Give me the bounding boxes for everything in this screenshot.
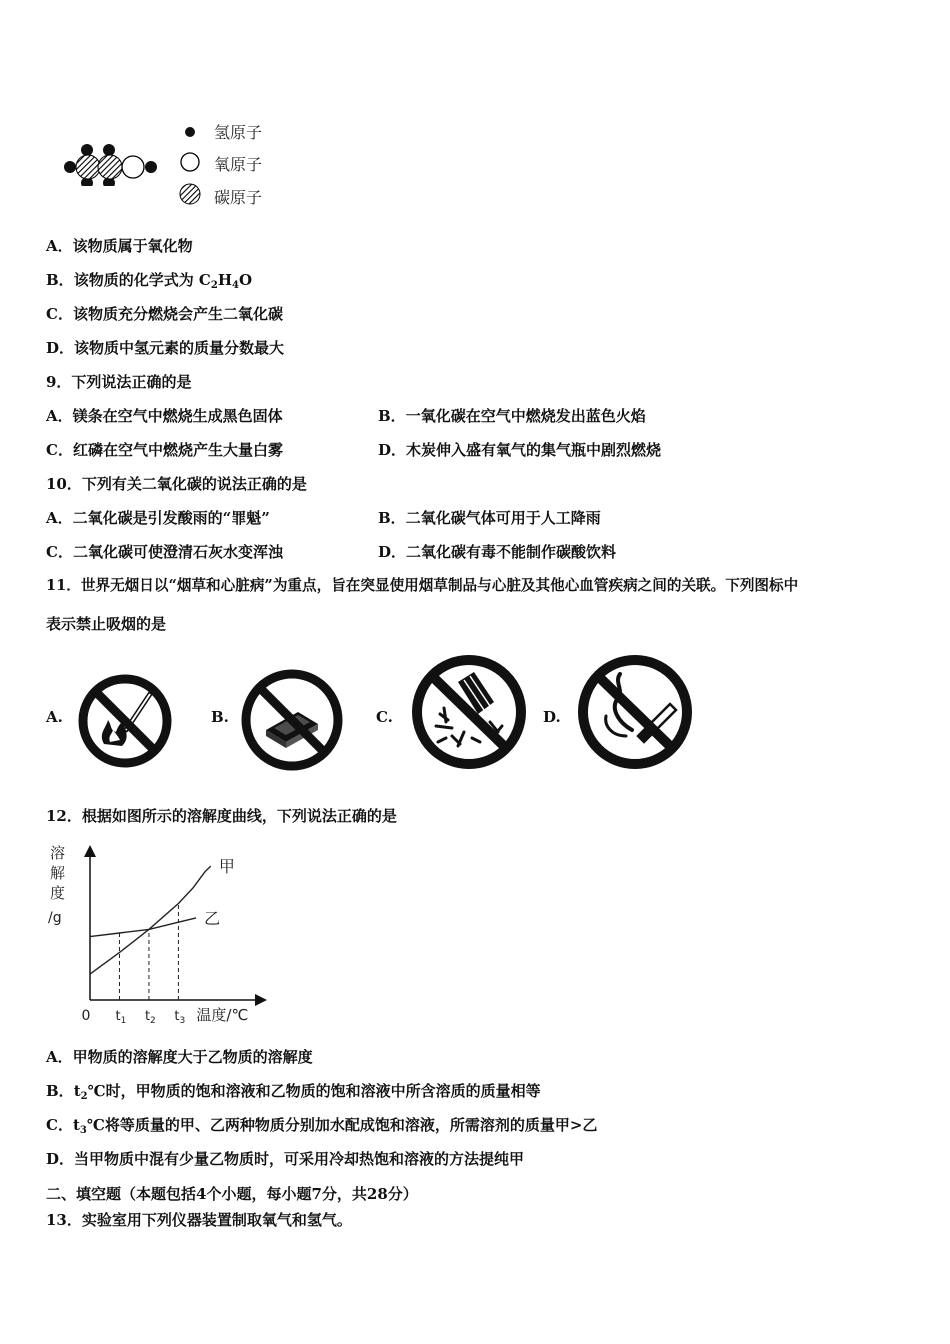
q11-option-c-label: C.: [376, 708, 393, 726]
hydrogen-atom: [64, 161, 76, 173]
solubility-chart: [44, 838, 284, 1028]
no-open-flame-icon: [76, 672, 174, 770]
q12-option-d: D．当甲物质中混有少量乙物质时，可采用冷却热饱和溶液的方法提纯甲: [46, 1150, 525, 1168]
q12-option-a: A．甲物质的溶解度大于乙物质的溶解度: [46, 1048, 313, 1066]
y-axis-label-char: 度: [50, 884, 66, 902]
q10-option-d: D．二氧化碳有毒不能制作碳酸饮料: [378, 543, 617, 561]
origin-label: 0: [81, 1008, 91, 1024]
molecule-model: [56, 138, 166, 186]
q9-option-b: B．一氧化碳在空气中燃烧发出蓝色火焰: [378, 407, 646, 425]
q11-stem-line1: 11．世界无烟日以“烟草和心脏病”为重点，旨在突显使用烟草制品与心脏及其他心血管疾病之间的关联。下列图标中: [46, 577, 799, 594]
q11-option-a-label: A.: [46, 708, 63, 726]
q12-option-b: B．$t_2℃$时，甲物质的饱和溶液和乙物质的饱和溶液中所含溶质的质量相等: [46, 1082, 541, 1102]
q8-option-c: C．该物质充分燃烧会产生二氧化碳: [46, 305, 283, 323]
open-circle-icon: [181, 153, 199, 171]
oxygen-atom: [122, 156, 144, 178]
hydrogen-atom: [103, 144, 115, 156]
no-matches-icon: [240, 668, 344, 772]
atom-legend-symbols: [178, 118, 204, 210]
q10-option-a: A．二氧化碳是引发酸雨的“罪魁”: [46, 509, 270, 527]
series-label: 乙: [204, 908, 221, 928]
x-axis-label: 温度/℃: [196, 1006, 249, 1024]
x-tick-label: $t_3$: [174, 1009, 186, 1026]
hydrogen-atom: [145, 161, 157, 173]
carbon-atom: [76, 155, 100, 179]
q10-stem: 10．下列有关二氧化碳的说法正确的是: [46, 475, 307, 493]
q9-stem: 9．下列说法正确的是: [46, 373, 192, 391]
carbon-atom: [98, 155, 122, 179]
filled-circle-icon: [185, 127, 195, 137]
legend-oxygen: 氧原子: [214, 155, 263, 174]
q11-stem-line2: 表示禁止吸烟的是: [46, 615, 167, 633]
section2-heading: 二、填空题（本题包括4个小题，每小题7分，共28分）: [46, 1185, 418, 1203]
x-tick-label: $t_1$: [115, 1009, 127, 1026]
no-smoking-icon: [574, 652, 696, 772]
q12-stem: 12．根据如图所示的溶解度曲线，下列说法正确的是: [46, 807, 397, 825]
q8-option-a: A．该物质属于氧化物: [46, 237, 193, 255]
y-axis-label-char: /g: [48, 910, 62, 926]
q13-stem: 13．实验室用下列仪器装置制取氧气和氢气。: [46, 1211, 352, 1229]
legend-hydrogen: 氢原子: [214, 123, 263, 142]
q11-option-d-label: D.: [543, 708, 561, 726]
q9-option-c: C．红磷在空气中燃烧产生大量白雾: [46, 441, 283, 459]
x-tick-label: $t_2$: [144, 1009, 156, 1026]
hydrogen-atom: [81, 144, 93, 156]
series-label: 甲: [218, 857, 235, 877]
q9-option-d: D．木炭伸入盛有氧气的集气瓶中剧烈燃烧: [378, 441, 662, 459]
q11-option-b-label: B.: [211, 708, 229, 726]
q8-option-d: D．该物质中氢元素的质量分数最大: [46, 339, 285, 357]
hatched-circle-icon: [180, 184, 200, 204]
legend-carbon: 碳原子: [214, 188, 263, 207]
q12-option-c: C．$t_3℃$将等质量的甲、乙两种物质分别加水配成饱和溶液，所需溶剂的质量甲>乙: [46, 1116, 598, 1136]
series-line-jia: [90, 866, 211, 974]
q10-option-c: C．二氧化碳可使澄清石灰水变浑浊: [46, 543, 283, 561]
q10-option-b: B．二氧化碳气体可用于人工降雨: [378, 509, 601, 527]
no-fireworks-icon: [408, 652, 530, 772]
q9-option-a: A．镁条在空气中燃烧生成黑色固体: [46, 407, 283, 425]
y-axis-label-char: 溶: [50, 844, 66, 862]
y-axis-label-char: 解: [50, 864, 66, 882]
q8-option-b: B．该物质的化学式为 $C_2H_4O$: [46, 271, 253, 291]
